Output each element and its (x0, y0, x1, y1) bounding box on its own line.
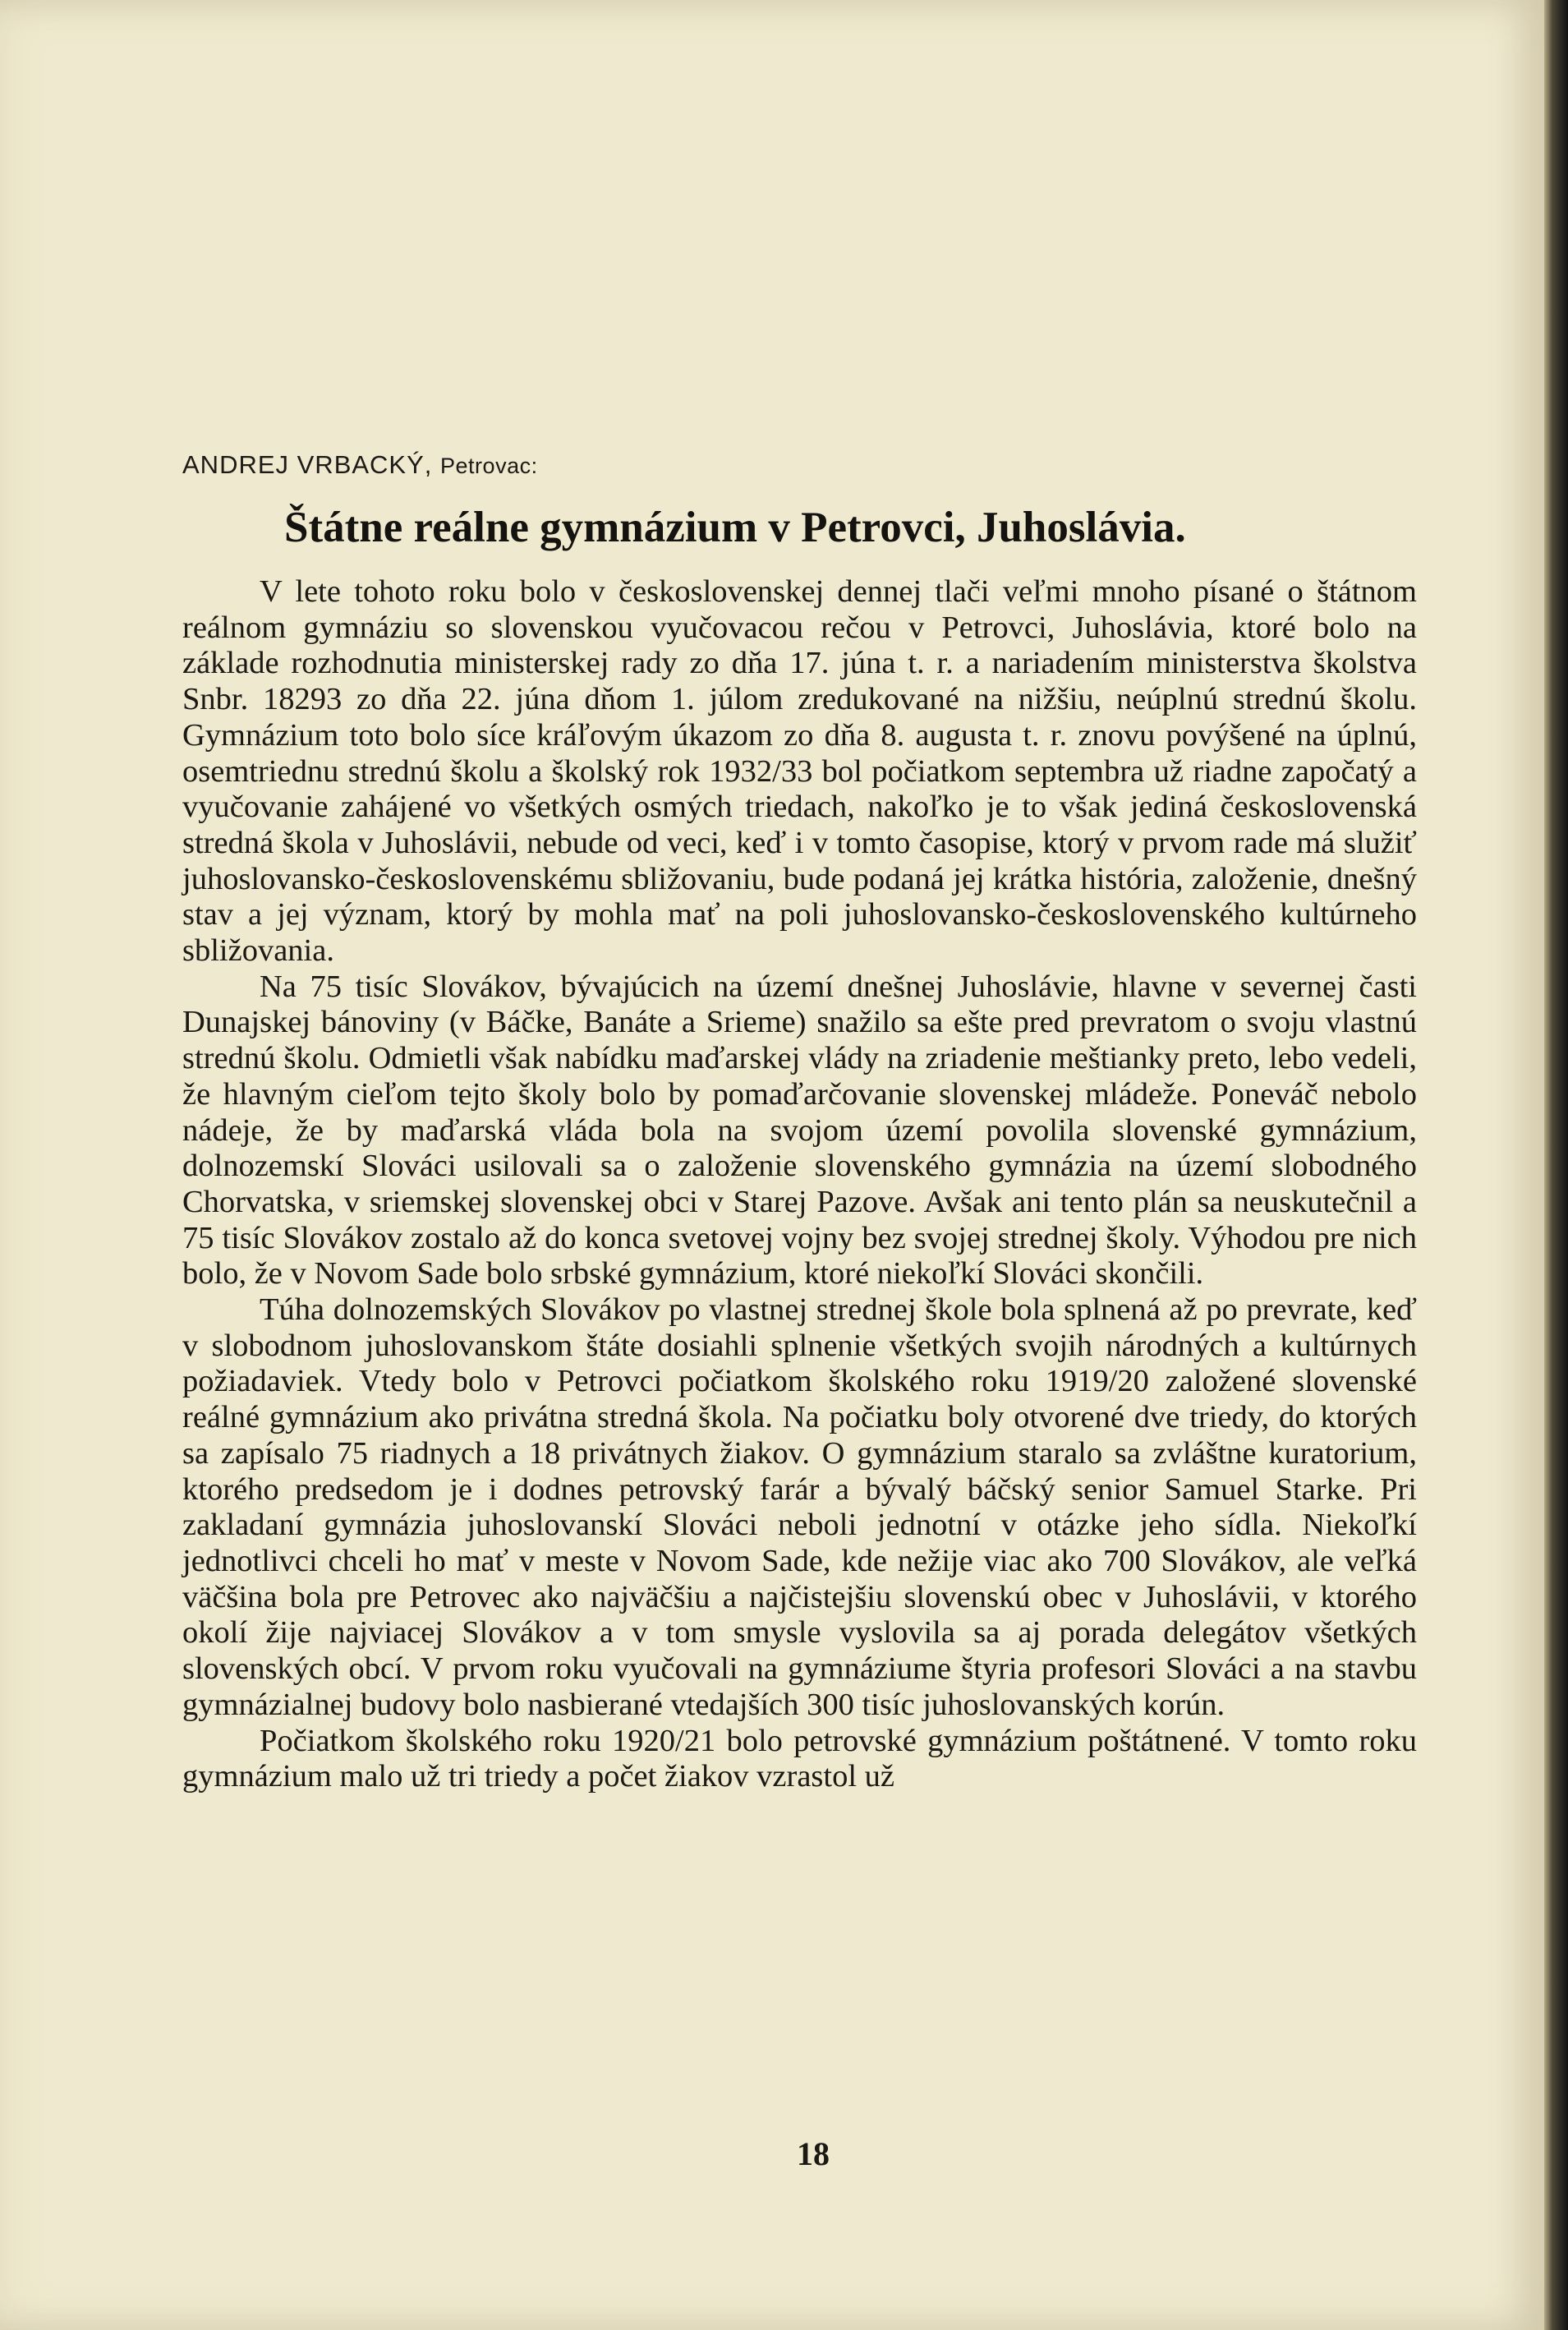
paragraph: Túha dolnozemských Slovákov po vlastnej strednej škole bola splnená až po prevrate, keď v slobodnom juhoslovanskom štáte dosiahli splnenie všetkých svojih národných a kultúrnych požiadaviek. Vtedy bolo v Petrovci počiatkom školského roku 1919/20 založené slovenské reálné gymnázium ako privátna stredná škola. Na počiatku boly otvorené dve triedy, do ktorých sa zapísalo 75 riadnych a 18 privátnych žiakov. O gymnázium staralo sa zvláštne kuratorium, ktorého predsedom je i dodnes petrovský farár a bývalý báčský senior Samuel Starke. Pri zakladaní gymnázia juhoslovanskí Slováci neboli jednotní v otázke jeho sídla. Niekoľkí jednotlivci chceli ho mať v meste v Novom Sade, kde nežije viac ako 700 Slovákov, ale veľká väčšina bola pre Petrovec ako najväčšiu a najčistejšiu slovenskú obec v Juhoslávii, v ktorého okolí žije najviacej Slovákov a v tom smysle vyslovila sa aj porada delegátov všetkých slovenských obcí. V prvom roku vyučovali na gymnáziume štyria profesori Slováci a na stavbu gymnázialnej budovy bolo nasbierané vtedajších 300 tisíc juhoslovanských korún. (182, 1292, 1417, 1722)
author-line (182, 450, 538, 480)
page-number: 18 (797, 2135, 830, 2172)
page-edge-shadow (1544, 0, 1568, 2330)
author-place: Petrovac: (440, 454, 538, 478)
paragraph: V lete tohoto roku bolo v československej dennej tlači veľmi mnoho písané o štátnom reálnom gymnáziu so slovenskou vyučovacou rečou v Petrovci, Juhoslávia, ktoré bolo na základe rozhodnutia ministerskej rady zo dňa 17. júna t. r. a nariadením ministerstva školstva Snbr. 18293 zo dňa 22. júna dňom 1. júlom zredukované na nižšiu, neúplnú strednú školu. Gymnázium toto bolo síce kráľovým úkazom zo dňa 8. augusta t. r. znovu povýšené na úplnú, osemtriednu strednú školu a školský rok 1932/33 bol počiatkom septembra už riadne započatý a vyučovanie zahájené vo všetkých osmých triedach, nakoľko je to však jediná československá stredná škola v Juhoslávii, nebude od veci, keď i v tomto časopise, ktorý v prvom rade má služiť juhoslovansko-československému sbližovaniu, bude podaná jej krátka história, založenie, dnešný stav a jej význam, ktorý by mohla mať na poli juhoslovansko-československého kultúrneho sbližovania. (182, 574, 1417, 969)
paragraph: Počiatkom školského roku 1920/21 bolo petrovské gymnázium poštátnené. V tomto roku gymnázium malo už tri triedy a počet žiakov vzrastol už (182, 1723, 1417, 1794)
author-name: ANDREJ VRBACKÝ, (182, 450, 433, 479)
article-title: Štátne reálne gymnázium v Petrovci, Juhoslávia. (284, 504, 1186, 551)
paragraph: Na 75 tisíc Slovákov, bývajúcich na území dnešnej Juhoslávie, hlavne v severnej časti Dunajskej bánoviny (v Báčke, Banáte a Srieme) snažilo sa ešte pred prevratom o svoju vlastnú strednú školu. Odmietli však nabídku maďarskej vlády na zriadenie meštianky preto, lebo vedeli, že hlavným cieľom tejto školy bolo by pomaďarčovanie slovenskej mládeže. Poneváč nebolo nádeje, že by maďarská vláda bola na svojom území povolila slovenské gymnázium, dolnozemskí Slováci usilovali sa o založenie slovenského gymnázia na území slobodného Chorvatska, v sriemskej slovenskej obci v Starej Pazove. Avšak ani tento plán sa neuskutečnil a 75 tisíc Slovákov zostalo až do konca svetovej vojny bez svojej strednej školy. Výhodou pre nich bolo, že v Novom Sade bolo srbské gymnázium, ktoré niekoľkí Slováci skončili. (182, 969, 1417, 1292)
article-body (182, 574, 1417, 1795)
